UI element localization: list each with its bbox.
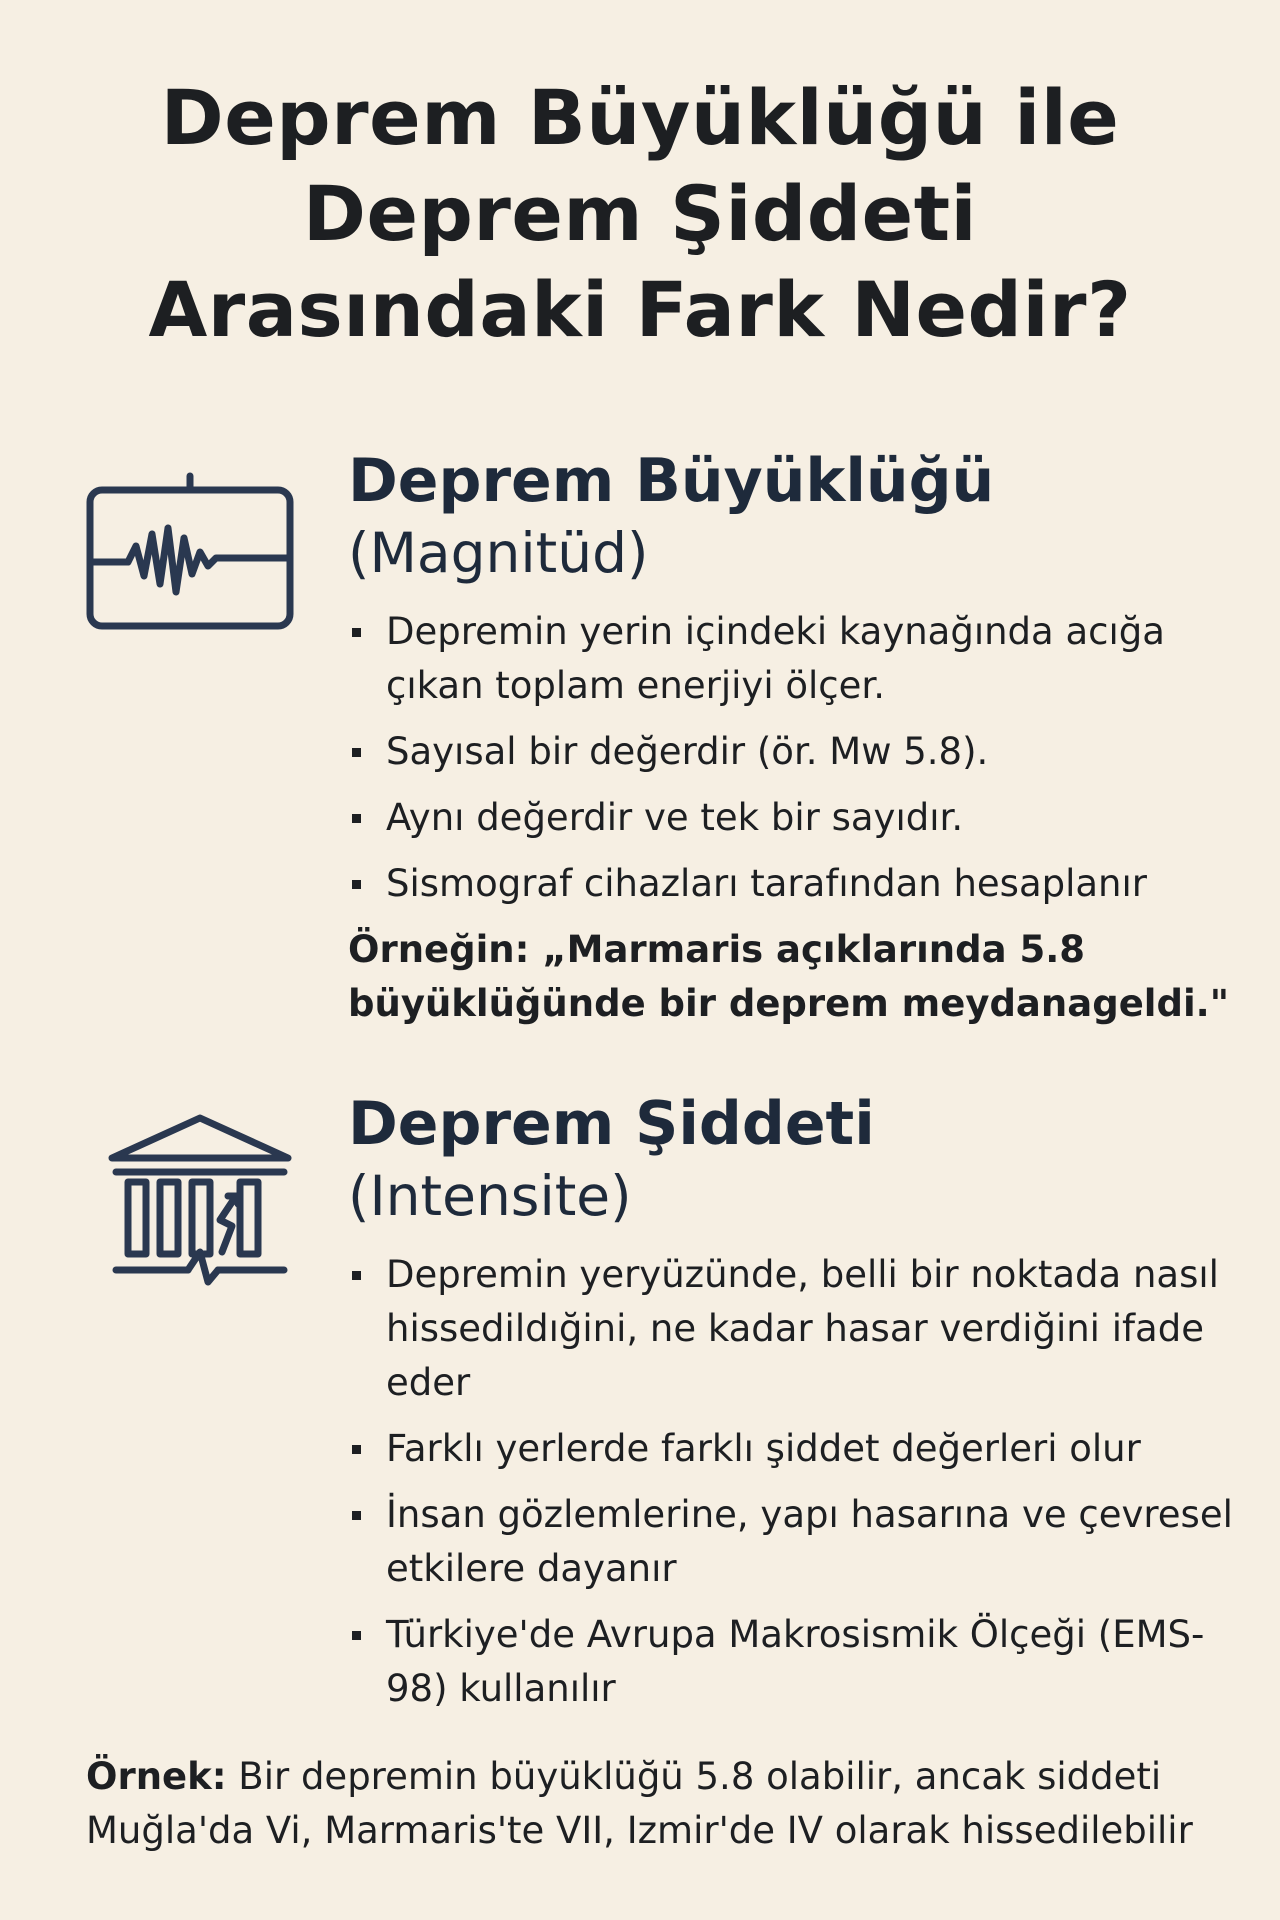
title-line-1: Deprem Büyüklüğü ile	[160, 73, 1120, 162]
intensity-section	[348, 1088, 1248, 1728]
damaged-building-icon	[104, 1112, 296, 1290]
magnitude-bullet-list	[348, 605, 1248, 911]
list-item: Depremin yeryüzünde, belli bir noktada nasıl hissedildığini, ne kadar hasar verdiğini ifade eder	[348, 1248, 1248, 1410]
intensity-title: Deprem Şiddeti	[348, 1089, 875, 1159]
magnitude-title: Deprem Büyüklüğü	[348, 446, 995, 516]
example-paragraph	[86, 1750, 1256, 1858]
title-line-2: Deprem Şiddeti	[302, 169, 978, 258]
intensity-bullet-list	[348, 1248, 1248, 1716]
list-item: Sayısal bir değerdir (ör. Mw 5.8).	[348, 725, 1248, 779]
magnitude-example: Örneğin: „Marmaris açıklarında 5.8 büyüklüğünde bir deprem meydanageldi."	[348, 928, 1229, 1025]
intensity-subtitle: (Intensite)	[348, 1164, 632, 1228]
list-item: İnsan gözlemlerine, yapı hasarına ve çevresel etkilere dayanır	[348, 1488, 1248, 1596]
seismograph-icon	[84, 472, 296, 632]
magnitude-section	[348, 445, 1248, 1031]
list-item: Sismograf cihazları tarafından hesaplanır	[348, 857, 1248, 911]
list-item: Farklı yerlerde farklı şiddet değerleri olur	[348, 1422, 1248, 1476]
list-item: Türkiye'de Avrupa Makrosismik Ölçeği (EMS-98) kullanılır	[348, 1608, 1248, 1716]
title-line-3: Arasındaki Fark Nedir?	[148, 265, 1132, 354]
list-item: Aynı değerdir ve tek bir sayıdır.	[348, 791, 1248, 845]
page-title	[60, 70, 1220, 358]
list-item: Depremin yerin içindeki kaynağında acığa çıkan toplam enerjiyi ölçer.	[348, 605, 1248, 713]
magnitude-subtitle: (Magnitüd)	[348, 521, 649, 585]
example-text: Bir depremin büyüklüğü 5.8 olabilir, ancak siddeti Muğla'da Vi, Marmaris'te VII, Izmir'de IV olarak hissedilebilir	[86, 1755, 1193, 1852]
example-label: Örnek:	[86, 1755, 227, 1798]
